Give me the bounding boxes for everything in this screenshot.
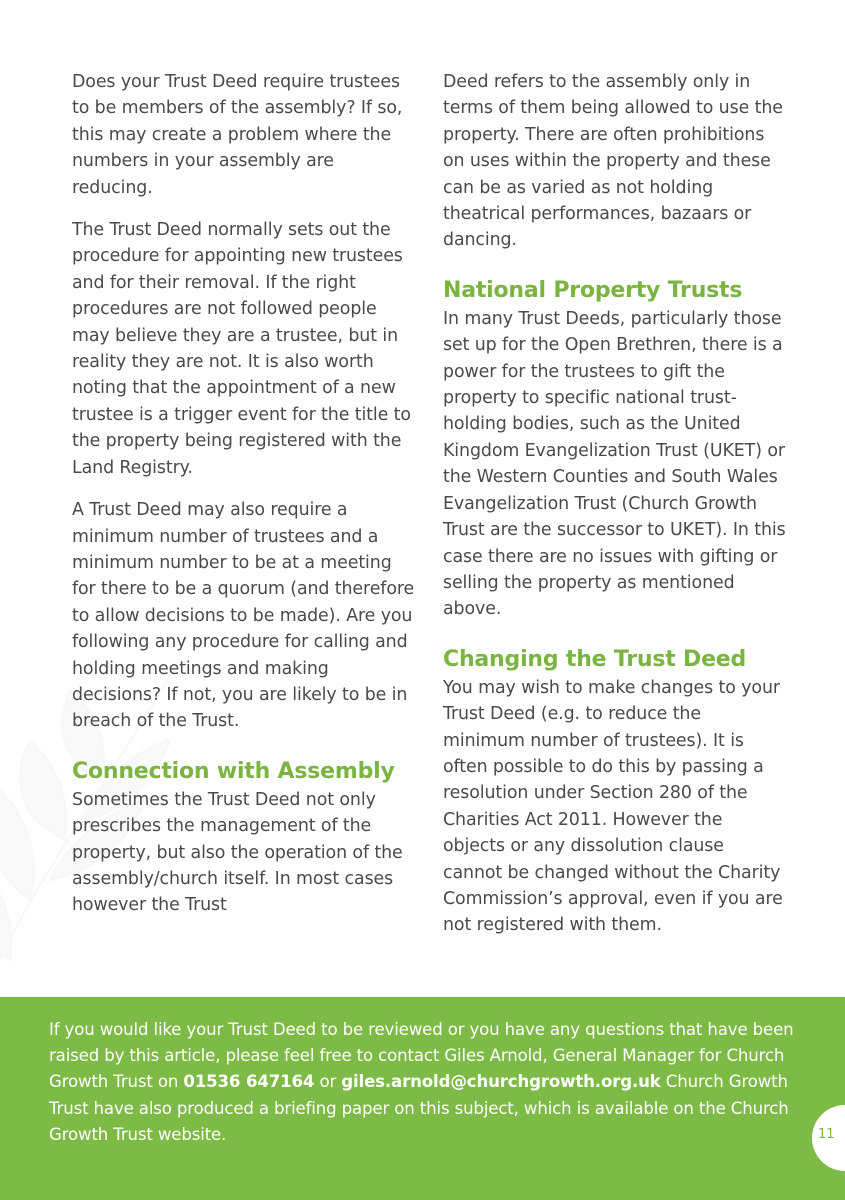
page-number: 11 [818,1127,835,1142]
paragraph: In many Trust Deeds, particularly those set up for the Open Brethren, there is a power for the trustees to gift the property to specific national trust-holding bodies, such as the United Kingdom Evangelization Trust (UKET) or the Western Counties and South Wales Evangelization Trust (Church Growth Trust are the successor to UKET). In this case there are no issues with gifting or selling the property as mentioned above. [443,308,786,620]
footer-text-or: or [314,1072,342,1092]
left-column [72,69,417,935]
paragraph: The Trust Deed normally sets out the procedure for appointing new trustees and for their removal. If the right procedures are not followed people may believe they are a trustee, but in reality they are not. It is also worth noting that the appointment of a new trustee is a trigger event for the title to the property being registered with the Land Registry. [72,220,411,478]
section-heading-changing-the-trust-deed: Changing the Trust Deed [443,646,747,672]
paragraph: Deed refers to the assembly only in terms of them being allowed to use the property. There are often prohibitions on uses within the property and these can be as varied as not holding theatrical performances, bazaars or dancing. [443,72,783,251]
paragraph: Does your Trust Deed require trustees to be members of the assembly? If so, this may create a problem where the numbers in your assembly are reducing. [72,72,403,198]
paragraph: You may wish to make changes to your Trust Deed (e.g. to reduce the minimum number of trustees). It is often possible to do this by passing a resolution under Section 280 of the Charities Act 2011. However the objects or any dissolution clause cannot be changed without the Charity Commission’s approval, even if you are not registered with them. [443,677,783,936]
contact-footer [0,997,845,1200]
footer-text-intro: If you would like your Trust Deed to be reviewed or you have any questions that have been raised by this article, please feel free to contact Giles Arnold, General Manager for Church Growth Trust on [49,1020,794,1092]
email-link[interactable]: giles.arnold@churchgrowth.org.uk [341,1072,661,1092]
section-heading-connection-with-assembly: Connection with Assembly [72,758,395,784]
footer-text [49,1017,809,1148]
phone-number[interactable]: 01536 647164 [183,1072,315,1092]
paragraph: A Trust Deed may also require a minimum number of trustees and a minimum number to be at a meeting for there to be a quorum (and therefore to allow decisions to be made). Are you following any procedure for calling and holding meetings and making decisions? If not, you are likely to be in breach of the Trust. [72,500,415,732]
right-column [443,69,788,955]
paragraph: Sometimes the Trust Deed not only prescribes the management of the property, but also the operation of the assembly/church itself. In most cases however the Trust [72,789,403,916]
section-heading-national-property-trusts: National Property Trusts [443,277,743,303]
footer-text-outro: Church Growth Trust have also produced a briefing paper on this subject, which is available on the Church Growth Trust website. [49,1072,789,1144]
